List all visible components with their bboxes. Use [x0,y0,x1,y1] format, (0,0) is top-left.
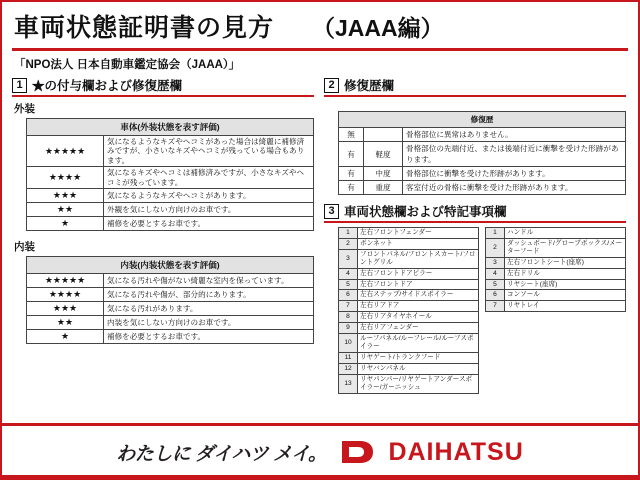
section-2-title: 修復歴欄 [344,79,395,93]
table-row [486,257,626,268]
part-number: 5 [486,279,505,290]
table-row [27,316,314,330]
part-number: 6 [486,290,505,301]
rating-stars: ★★★★★ [27,136,104,167]
table-row [339,323,479,334]
repair-description: 骨格部位の先端付近、または後端付近に衝撃を受けた形跡があります。 [403,142,626,167]
part-name: 左右ステップ/サイドスポイラー [358,290,479,301]
table-row [339,334,479,353]
part-number: 5 [339,279,358,290]
table-row [339,301,479,312]
rating-stars: ★ [27,217,104,231]
rating-description: 補修を必要とするお車です。 [104,217,314,231]
part-name: フロントパネル/フロントスカート/フロントグリル [358,249,479,268]
table-row [339,181,626,195]
page-header [2,2,638,46]
interior-parts-table [485,227,626,312]
part-number: 7 [486,301,505,312]
table-row [339,363,479,374]
organization-line: 「NPO法人 日本自動車鑑定協会（JAAA）」 [14,59,241,71]
part-number: 11 [339,352,358,363]
table-row [339,352,479,363]
table-header-row [339,112,626,128]
brand-slogan: わたしに ダイハツ メイ。 [116,443,327,465]
table-row [486,301,626,312]
part-number: 1 [339,228,358,239]
part-number: 3 [339,249,358,268]
table-row [339,279,479,290]
part-number: 9 [339,323,358,334]
part-number: 1 [486,228,505,239]
part-name: リヤシート(座席) [505,279,626,290]
rating-description: 気になるキズやヘコミは補修済みですが、小さなキズやヘコミが残っています。 [104,167,314,189]
part-name: 左右フロントシート(座席) [505,257,626,268]
table-row [486,238,626,257]
table-row [339,167,626,181]
table-row [339,228,479,239]
part-name: 左右ドリル [505,268,626,279]
rating-stars: ★★★ [27,302,104,316]
interior-label: 内装 [14,241,35,254]
rating-stars: ★ [27,330,104,344]
part-number: 12 [339,363,358,374]
table-row [339,142,626,167]
section-1-number: 1 [12,78,27,93]
rating-description: 気になるようなキズやヘコミがあった場合は綺麗に補修済みですが、小さいなキズやヘコミが残っている場合もあります。 [104,136,314,167]
table-row [339,268,479,279]
rating-stars: ★★ [27,203,104,217]
part-name: 左右フロントフェンダー [358,228,479,239]
repair-description: 客室付近の骨格に衝撃を受けた形跡があります。 [403,181,626,195]
table-row [27,217,314,231]
rating-description: 気になる汚れがあります。 [104,302,314,316]
page-title: 車両状態証明書の見方 [14,14,275,42]
table-row [27,167,314,189]
repair-table-header: 修復歴 [339,112,626,128]
right-column [324,76,626,394]
repair-degree [364,128,403,142]
table-row [339,374,479,393]
table-row [27,136,314,167]
part-number: 4 [339,268,358,279]
repair-history-table [338,111,626,195]
section-3 [324,202,626,394]
table-row [486,279,626,290]
table-row [27,189,314,203]
part-number: 7 [339,301,358,312]
repair-degree: 重度 [364,181,403,195]
rating-description: 気になるようなキズやヘコミがあります。 [104,189,314,203]
part-number: 3 [486,257,505,268]
part-name: ルーフパネル/ルーフレール/ルーフスポイラー [358,334,479,353]
part-number: 6 [339,290,358,301]
rating-description: 外観を気にしない方向けのお車です。 [104,203,314,217]
exterior-table-header: 車体(外装状態を表す評価) [27,119,314,136]
part-name: 左右フロントドア [358,279,479,290]
table-header-row [27,119,314,136]
table-row [27,302,314,316]
repair-description: 骨格部位に衝撃を受けた形跡があります。 [403,167,626,181]
table-row [339,312,479,323]
table-row [486,290,626,301]
part-name: コンソール [505,290,626,301]
page-subtitle: （JAAA編） [312,14,444,41]
part-name: リヤバンパネル [358,363,479,374]
exterior-label: 外装 [14,103,35,115]
table-row [27,288,314,302]
content-columns [2,76,638,394]
part-number: 2 [339,238,358,249]
part-name: 左右リアタイヤホイール [358,312,479,323]
repair-mark: 有 [339,142,364,167]
rating-stars: ★★★★ [27,167,104,189]
table-row [486,268,626,279]
section-1-title: ★の付与欄および修復歴欄 [32,79,183,93]
repair-description: 骨格部位に異常はありません。 [403,128,626,142]
part-name: ダッシュボード/グローブボックス/メーターフード [505,238,626,257]
part-name: リヤトレイ [505,301,626,312]
repair-mark: 無 [339,128,364,142]
table-row [339,249,479,268]
section-3-title: 車両状態欄および特記事項欄 [344,205,507,219]
table-row [339,290,479,301]
part-name: リヤゲート/トランクフード [358,352,479,363]
rating-stars: ★★★★★ [27,274,104,288]
repair-degree: 軽度 [364,142,403,167]
part-name: ボンネット [358,238,479,249]
table-row [27,274,314,288]
repair-mark: 有 [339,181,364,195]
part-number: 8 [339,312,358,323]
page-footer [2,423,638,478]
part-number: 13 [339,374,358,393]
section-3-number: 3 [324,204,339,219]
part-name: 左右リアドア [358,301,479,312]
table-row [27,330,314,344]
rating-description: 気になる汚れや傷がない綺麗な室内を保っています。 [104,274,314,288]
part-number: 10 [339,334,358,353]
part-number: 2 [486,238,505,257]
part-name: 左右リアフェンダー [358,323,479,334]
rating-stars: ★★★★ [27,288,104,302]
interior-table-header: 内装(内装状態を表す評価) [27,257,314,274]
exterior-rating-table [26,118,314,231]
daihatsu-d-mark-icon [340,439,374,465]
interior-rating-table [26,256,314,344]
footer-bottom-rule [2,475,638,478]
rating-description: 補修を必要とするお車です。 [104,330,314,344]
table-row [486,228,626,239]
part-name: 左右フロントドアピラー [358,268,479,279]
table-row [339,128,626,142]
section-2-number: 2 [324,78,339,93]
part-lists [338,227,626,394]
left-column [12,76,314,394]
repair-degree: 中度 [364,167,403,181]
section-2-header [324,76,626,97]
rating-stars: ★★ [27,316,104,330]
table-header-row [27,257,314,274]
section-3-header [324,202,626,223]
table-row [27,203,314,217]
rating-stars: ★★★ [27,189,104,203]
section-1-header [12,76,314,97]
exterior-parts-table [338,227,479,394]
repair-mark: 有 [339,167,364,181]
part-name: ハンドル [505,228,626,239]
table-row [339,238,479,249]
part-name: リヤパンパー/リヤゲートアンダースポイラー/ガーニッシュ [358,374,479,393]
rating-description: 内装を気にしない方向けのお車です。 [104,316,314,330]
part-number: 4 [486,268,505,279]
brand-wordmark: DAIHATSU [388,437,524,466]
rating-description: 気になる汚れや傷が、部分的にあります。 [104,288,314,302]
